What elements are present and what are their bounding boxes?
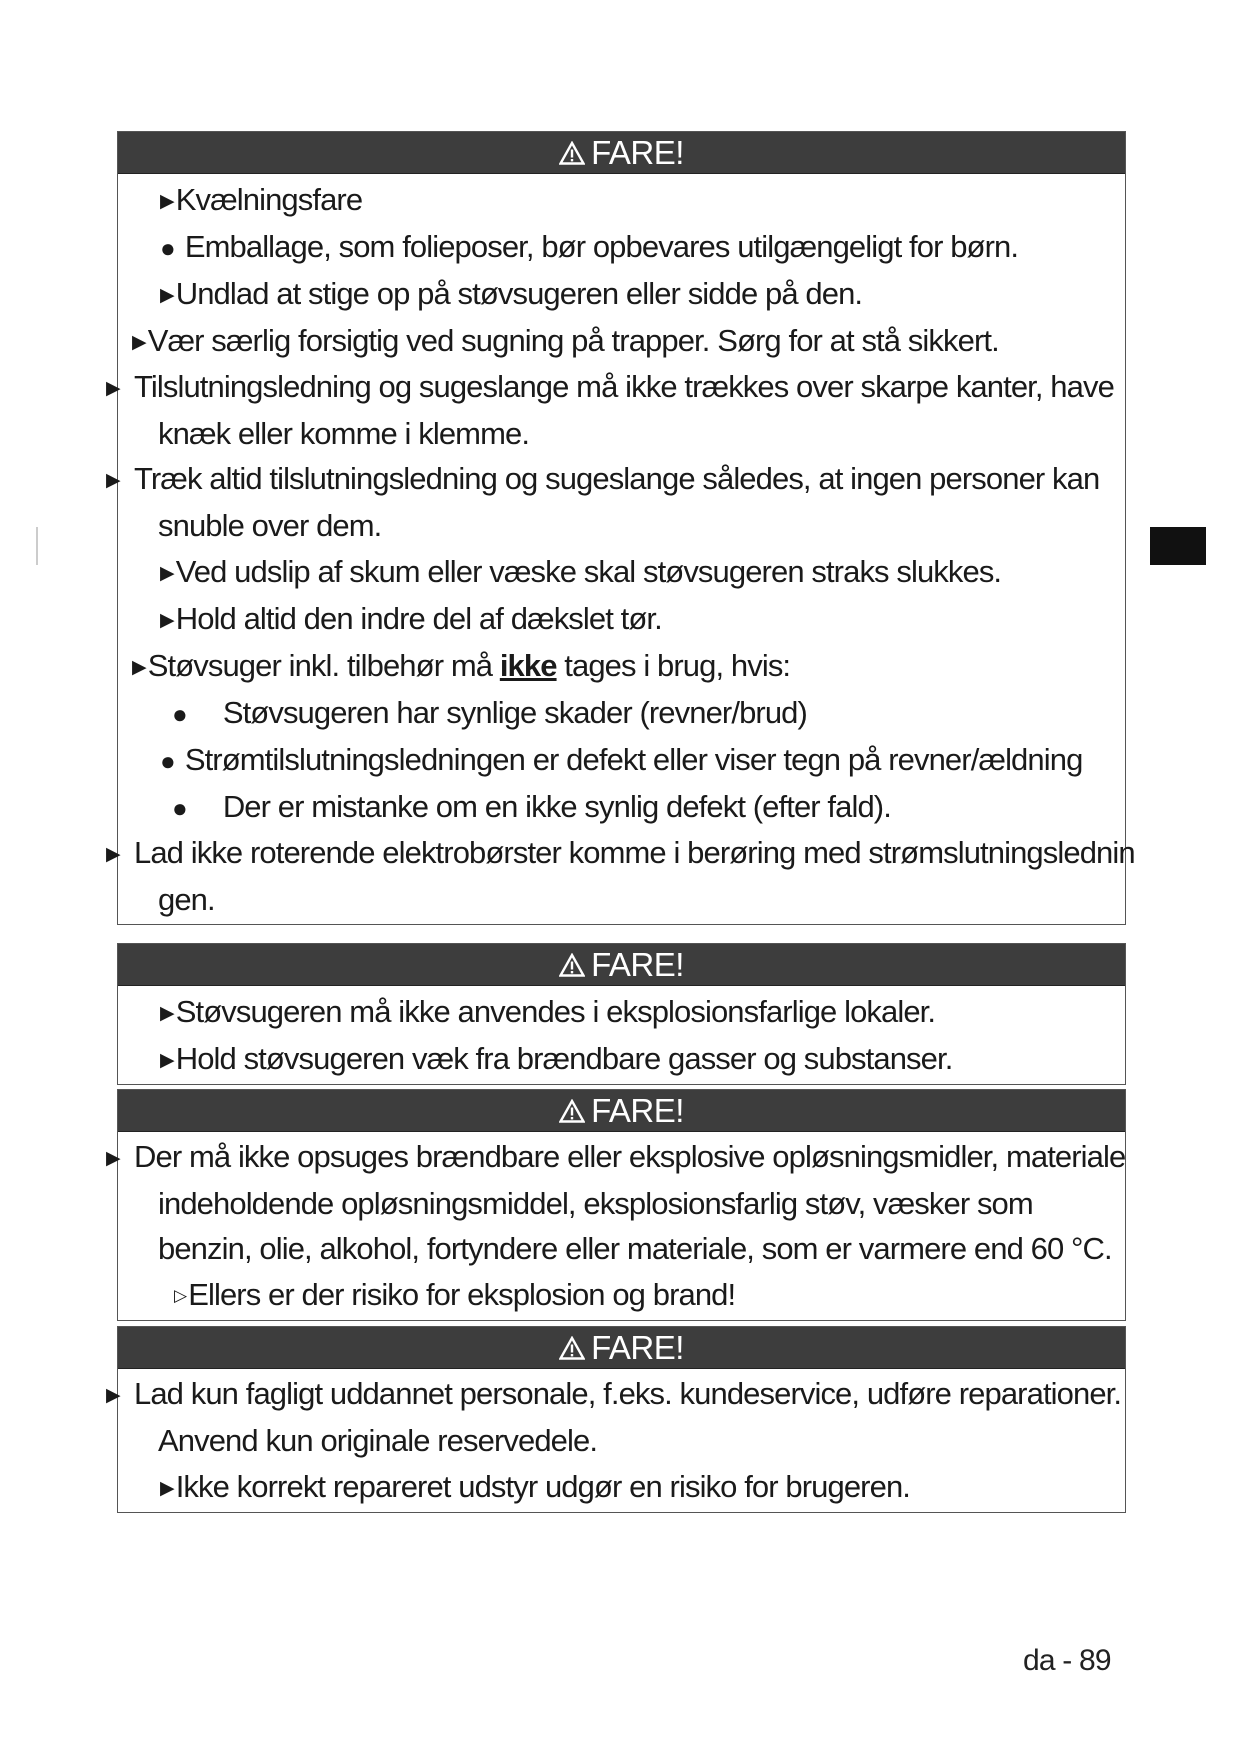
emphasis-ikke: ikke — [499, 648, 557, 683]
danger-header — [118, 132, 1125, 174]
danger-title: FARE! — [591, 1091, 684, 1129]
danger-box-4 — [106, 1326, 1126, 1513]
danger-box-1 — [106, 131, 1135, 925]
margin-rule — [36, 527, 38, 565]
warning-line: ▶Støvsugeren må ikke anvendes i eksplosionsfarlige lokaler. — [132, 988, 1111, 1035]
warning-line: ▶Undlad at stige op på støvsugeren eller sidde på den. — [132, 270, 1111, 317]
warning-line: ▶ Lad kun fagligt uddannet personale, f.eks. kundeservice, udføre reparationer. Anvend kun originale reservedele. — [106, 1376, 1122, 1458]
triangle-bullet-icon: ▶ — [132, 657, 146, 678]
warning-triangle-icon — [559, 1336, 585, 1360]
danger-title: FARE! — [591, 1328, 684, 1366]
warning-line: ▶ Træk altid tilslutningsledning og sugeslange således, at ingen personer kan snuble over dem. — [106, 461, 1100, 543]
warning-line: ▶ Der må ikke opsuges brændbare eller eksplosive opløsningsmidler, materiale indeholdende opløsningsmiddel, eksplosionsfarlig støv, væsker som benzin, olie, alkohol, fortyndere eller materiale, som er varmere end 60 °C. — [106, 1139, 1126, 1266]
warning-line: ● Strømtilslutningsledningen er defekt eller viser tegn på revner/ældning — [132, 736, 1111, 783]
chapter-tab-marker — [1150, 527, 1206, 565]
danger-header — [118, 1327, 1125, 1369]
triangle-bullet-icon: ▶ — [132, 332, 146, 353]
triangle-bullet-icon: ▶ — [160, 1478, 174, 1499]
triangle-bullet-icon: ▶ — [160, 285, 174, 306]
danger-title: FARE! — [591, 133, 684, 171]
warning-line: ▶Ved udslip af skum eller væske skal støvsugeren straks slukkes. — [132, 548, 1111, 595]
hollow-triangle-bullet-icon: ▷ — [174, 1286, 187, 1305]
warning-line: ▷Ellers er der risiko for eksplosion og brand! — [132, 1271, 1111, 1318]
warning-line: ▶ Tilslutningsledning og sugeslange må ikke trækkes over skarpe kanter, have knæk eller komme i klemme. — [106, 369, 1114, 451]
page-number: da - 89 — [1023, 1644, 1111, 1677]
warning-line: ● Emballage, som folieposer, bør opbevares utilgængeligt for børn. — [132, 223, 1111, 270]
danger-box-3 — [106, 1089, 1126, 1321]
warning-triangle-icon — [559, 953, 585, 977]
dot-bullet-icon: ● — [172, 699, 187, 729]
warning-line: ▶Kvælningsfare — [132, 176, 1111, 223]
danger-header — [118, 944, 1125, 986]
dot-bullet-icon: ● — [172, 793, 187, 823]
warning-triangle-icon — [559, 141, 585, 165]
warning-line: ▶ Lad ikke roterende elektrobørster komme i berøring med strømslutningsledningen. — [106, 835, 1135, 917]
dot-bullet-icon: ● — [160, 233, 175, 263]
warning-line: ▶Ikke korrekt repareret udstyr udgør en risiko for brugeren. — [132, 1463, 1111, 1510]
triangle-bullet-icon: ▶ — [160, 563, 174, 584]
triangle-bullet-icon: ▶ — [160, 1050, 174, 1071]
triangle-bullet-icon: ▶ — [160, 191, 174, 212]
warning-triangle-icon — [559, 1099, 585, 1123]
warning-line: ▶Vær særlig forsigtig ved sugning på trapper. Sørg for at stå sikkert. — [132, 317, 1111, 364]
warning-line: ● Der er mistanke om en ikke synlig defekt (efter fald). — [132, 783, 1111, 830]
warning-line: ▶Hold støvsugeren væk fra brændbare gasser og substanser. — [132, 1035, 1111, 1082]
triangle-bullet-icon: ▶ — [160, 610, 174, 631]
danger-box-2 — [117, 943, 1126, 1085]
warning-line: ▶Støvsuger inkl. tilbehør må ikke tages i brug, hvis: — [132, 642, 1111, 689]
danger-title: FARE! — [591, 945, 684, 983]
warning-line: ● Støvsugeren har synlige skader (revner/brud) — [132, 689, 1111, 736]
triangle-bullet-icon: ▶ — [160, 1003, 174, 1024]
warning-line: ▶Hold altid den indre del af dækslet tør. — [132, 595, 1111, 642]
danger-header — [118, 1090, 1125, 1132]
dot-bullet-icon: ● — [160, 746, 175, 776]
